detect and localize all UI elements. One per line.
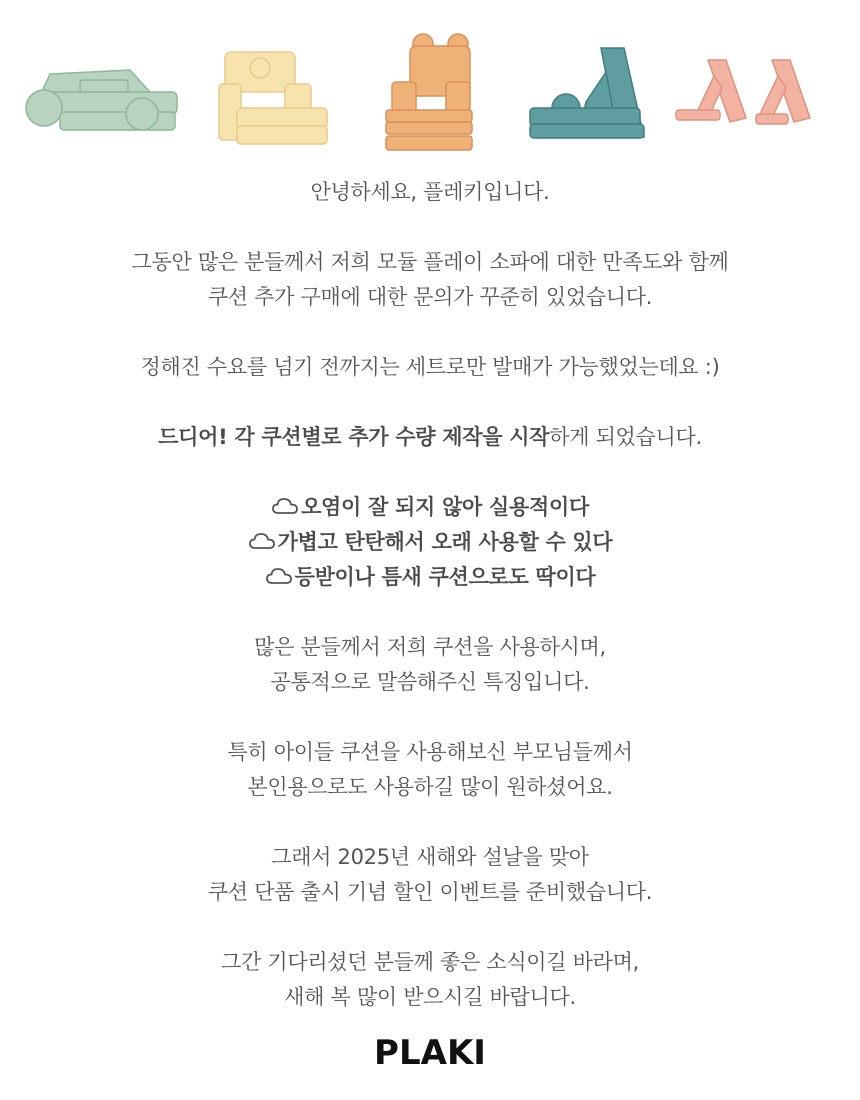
cloud-icon <box>265 566 293 586</box>
cloud-icon <box>248 531 276 551</box>
paragraph-event: 그래서 2025년 새해와 설날을 맞아 쿠션 단품 출시 기념 할인 이벤트를 준비했습니다. <box>207 845 653 904</box>
brand-logo: PLAKI <box>374 1033 486 1073</box>
cloud-icon <box>271 496 299 516</box>
bear-tower-sofa-illustration <box>380 32 480 154</box>
feature-item: 오염이 잘 되지 않아 실용적이다 <box>0 490 860 525</box>
a-frame-sofa-illustration <box>526 42 651 147</box>
car-sofa-illustration <box>20 62 180 137</box>
double-arch-sofa-illustration <box>674 56 814 131</box>
sofa-illustrations <box>0 0 860 175</box>
greeting: 안녕하세요, 플레키입니다. <box>310 180 550 204</box>
armchair-sofa-illustration <box>215 48 330 148</box>
paragraph-parents: 특히 아이들 쿠션을 사용해보신 부모님들께서 본인용으로도 사용하길 많이 원하셨어요. <box>227 740 633 799</box>
notice-body <box>0 175 860 1015</box>
paragraph-new-year-wishes: 그간 기다리셨던 분들께 좋은 소식이길 바라며, 새해 복 많이 받으시길 바랍니다. <box>221 950 639 1009</box>
paragraph-set-only: 정해진 수요를 넘기 전까지는 세트로만 발매가 가능했었는데요 :) <box>140 355 720 379</box>
feature-item: 가볍고 탄탄해서 오래 사용할 수 있다 <box>0 525 860 560</box>
paragraph-common-feedback: 많은 분들께서 저희 쿠션을 사용하시며, 공통적으로 말씀해주신 특징입니다. <box>254 635 606 694</box>
paragraph-announcement: 드디어! 각 쿠션별로 추가 수량 제작을 시작하게 되었습니다. <box>158 425 702 449</box>
paragraph-inquiries: 그동안 많은 분들께서 저희 모듈 플레이 소파에 대한 만족도와 함께 쿠션 추가 구매에 대한 문의가 꾸준히 있었습니다. <box>131 250 729 309</box>
feature-item: 등받이나 틈새 쿠션으로도 딱이다 <box>0 560 860 595</box>
feature-list <box>0 490 860 595</box>
